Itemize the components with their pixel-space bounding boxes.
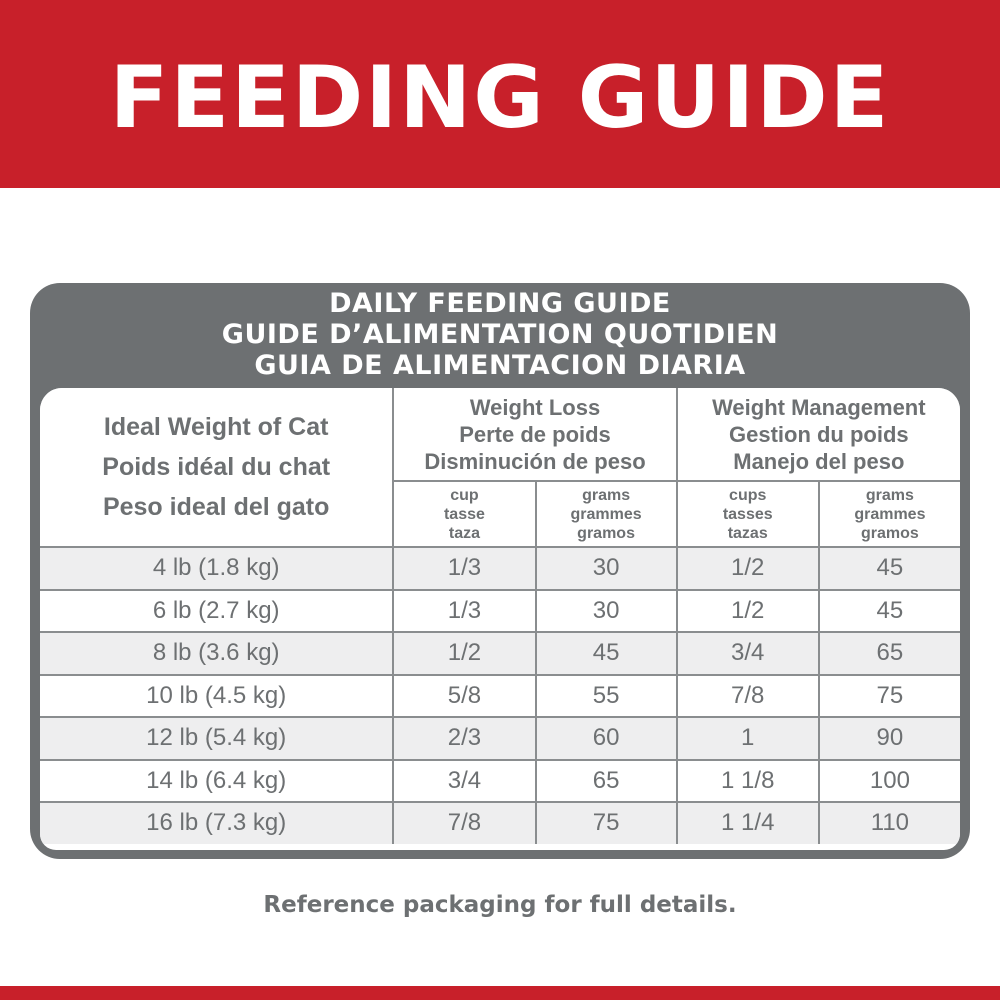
loss-grams-cell: 60	[536, 717, 677, 760]
panel-title-es: GUIA DE ALIMENTACION DIARIA	[254, 350, 746, 381]
unit-header-mgmt-grams	[819, 481, 960, 547]
mgmt-grams-cell: 65	[819, 632, 960, 675]
weight-management-header-es: Manejo del peso	[733, 448, 905, 474]
loss-cup-cell: 5/8	[393, 675, 535, 718]
weight-header-en: Ideal Weight of Cat	[103, 413, 329, 441]
unit-label: gramos	[577, 524, 635, 542]
weight-column-header	[40, 388, 393, 547]
cat-weight-cell: 6 lb (2.7 kg)	[40, 590, 393, 633]
mgmt-cups-cell: 1 1/4	[677, 802, 819, 844]
table-row	[40, 760, 960, 803]
mgmt-cups-cell: 1 1/8	[677, 760, 819, 803]
weight-management-header	[677, 388, 960, 481]
weight-management-header-en: Weight Management	[712, 394, 926, 420]
unit-label: grams	[582, 486, 631, 504]
loss-grams-cell: 55	[536, 675, 677, 718]
table-row	[40, 675, 960, 718]
unit-label: grammes	[854, 505, 926, 523]
loss-grams-cell: 75	[536, 802, 677, 844]
mgmt-grams-cell: 110	[819, 802, 960, 844]
cat-weight-cell: 16 lb (7.3 kg)	[40, 802, 393, 844]
top-banner	[0, 0, 1000, 188]
weight-loss-header-en: Weight Loss	[469, 394, 601, 420]
unit-header-loss-cup	[393, 481, 535, 547]
loss-cup-cell: 2/3	[393, 717, 535, 760]
loss-grams-cell: 45	[536, 632, 677, 675]
weight-header-fr: Poids idéal du chat	[102, 453, 331, 481]
cat-weight-cell: 12 lb (5.4 kg)	[40, 717, 393, 760]
weight-header-es: Peso ideal del gato	[102, 493, 330, 521]
cat-weight-cell: 4 lb (1.8 kg)	[40, 547, 393, 590]
table-row	[40, 802, 960, 844]
cat-weight-cell: 10 lb (4.5 kg)	[40, 675, 393, 718]
table-row	[40, 547, 960, 590]
loss-cup-cell: 1/3	[393, 590, 535, 633]
unit-label: cup	[450, 486, 479, 504]
unit-label: grammes	[570, 505, 642, 523]
cat-weight-cell: 8 lb (3.6 kg)	[40, 632, 393, 675]
loss-cup-cell: 1/3	[393, 547, 535, 590]
loss-grams-cell: 30	[536, 547, 677, 590]
weight-management-header-fr: Gestion du poids	[728, 421, 909, 447]
mgmt-grams-cell: 90	[819, 717, 960, 760]
loss-cup-cell: 3/4	[393, 760, 535, 803]
unit-header-mgmt-cups	[677, 481, 819, 547]
weight-loss-header-fr: Perte de poids	[459, 421, 611, 447]
mgmt-cups-cell: 1/2	[677, 547, 819, 590]
feeding-table	[40, 388, 960, 844]
unit-label: cups	[729, 486, 767, 504]
unit-label: tazas	[727, 524, 768, 542]
unit-label: taza	[448, 524, 480, 542]
weight-loss-header	[393, 388, 676, 481]
loss-cup-cell: 1/2	[393, 632, 535, 675]
table-row	[40, 590, 960, 633]
table-row	[40, 717, 960, 760]
loss-cup-cell: 7/8	[393, 802, 535, 844]
mgmt-cups-cell: 7/8	[677, 675, 819, 718]
unit-header-loss-grams	[536, 481, 677, 547]
mgmt-grams-cell: 100	[819, 760, 960, 803]
bottom-red-strip	[0, 986, 1000, 1000]
cat-weight-cell: 14 lb (6.4 kg)	[40, 760, 393, 803]
loss-grams-cell: 30	[536, 590, 677, 633]
feeding-guide-panel	[30, 283, 970, 859]
mgmt-grams-cell: 75	[819, 675, 960, 718]
unit-label: gramos	[861, 524, 919, 542]
unit-label: tasse	[443, 505, 485, 523]
panel-title-en: DAILY FEEDING GUIDE	[329, 288, 671, 319]
mgmt-grams-cell: 45	[819, 547, 960, 590]
footer-note: Reference packaging for full details.	[263, 892, 737, 918]
loss-grams-cell: 65	[536, 760, 677, 803]
mgmt-cups-cell: 1	[677, 717, 819, 760]
weight-loss-header-es: Disminución de peso	[424, 448, 646, 474]
mgmt-grams-cell: 45	[819, 590, 960, 633]
unit-label: grams	[865, 486, 914, 504]
table-row	[40, 632, 960, 675]
mgmt-cups-cell: 1/2	[677, 590, 819, 633]
banner-title: FEEDING GUIDE	[109, 48, 891, 148]
feeding-table-wrapper	[40, 388, 960, 850]
panel-titles	[30, 288, 970, 381]
unit-label: tasses	[722, 505, 773, 523]
mgmt-cups-cell: 3/4	[677, 632, 819, 675]
panel-title-fr: GUIDE D’ALIMENTATION QUOTIDIEN	[221, 319, 779, 350]
